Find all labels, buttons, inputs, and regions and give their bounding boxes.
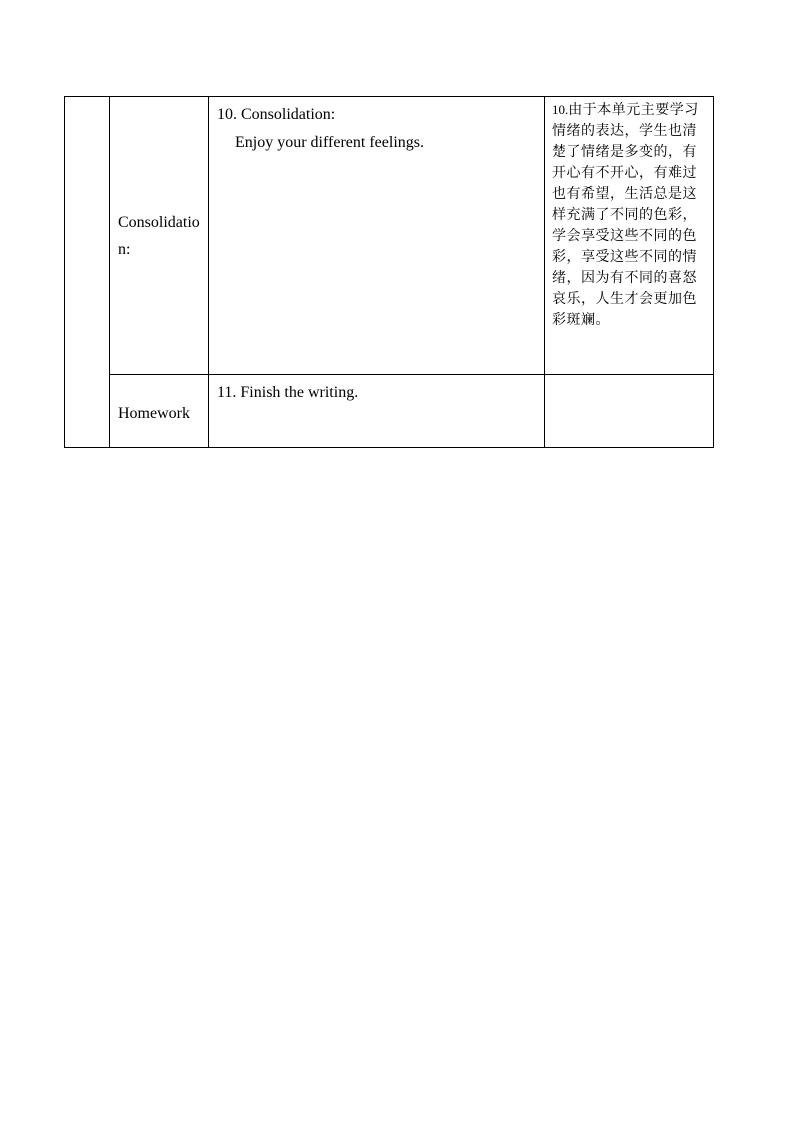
- purpose-cell-homework: [545, 375, 714, 448]
- stage-label: Homework: [118, 405, 190, 422]
- activity-detail: Enjoy your different feelings.: [235, 134, 424, 151]
- activity-cell-homework: [209, 375, 545, 448]
- activity-title: 11. Finish the writing.: [217, 384, 359, 401]
- table-row: [65, 97, 714, 375]
- activity-title: 10. Consolidation:: [217, 106, 336, 123]
- stage-cell-consolidation: [110, 97, 209, 375]
- table-row: [65, 375, 714, 448]
- purpose-number: 10.: [552, 102, 569, 117]
- activity-cell-consolidation: [209, 97, 545, 375]
- purpose-text: 由于本单元主要学习情绪的表达，学生也清楚了情绪是多变的，有开心有不开心，有难过也有希望，生活总是这样充满了不同的色彩，学会享受这些不同的色彩，享受这些不同的情绪，因为有不同的喜怒哀乐，人生才会更加色彩斑斓。: [552, 102, 699, 328]
- purpose-cell-consolidation: [545, 97, 714, 375]
- lesson-plan-table: [64, 96, 714, 448]
- stage-label: Consolidation:: [118, 213, 200, 258]
- stage-cell-homework: [110, 375, 209, 448]
- merged-phase-cell: [65, 97, 110, 448]
